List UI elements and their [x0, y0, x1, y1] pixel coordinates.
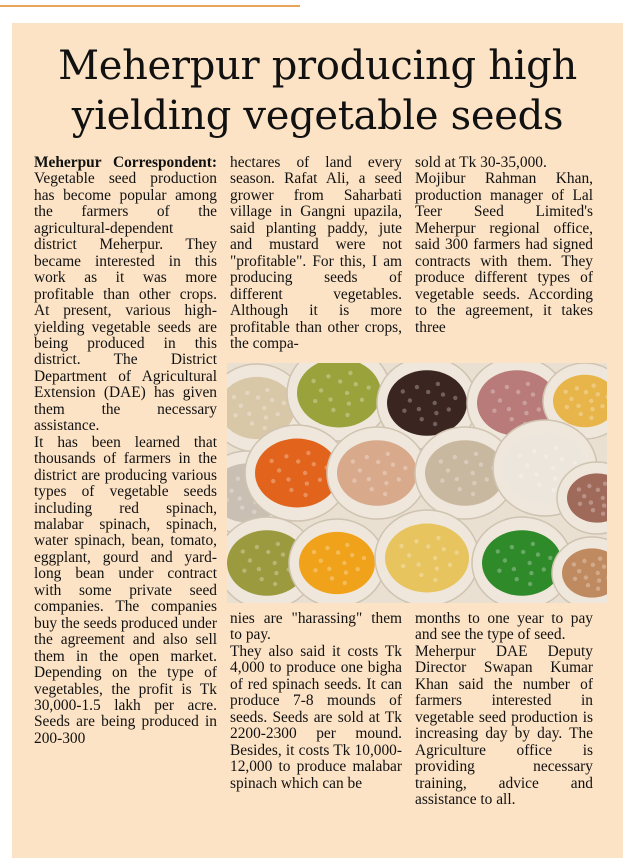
seed-speckle [591, 508, 595, 512]
column-2-paragraph: hectares of land every season. Rafat Ali, a seed grower from Saharbati village in Gangni upazila, said planting paddy, jute and mustard were not "profitable". For this, I am producing seeds of different vegetables. Although it is more profitable than other crops, the compa- [230, 154, 402, 352]
seed-speckle [528, 582, 532, 586]
seed-speckle [352, 479, 356, 483]
seed-speckle [397, 477, 401, 481]
seed-speckle [471, 471, 475, 475]
seed-speckle [537, 483, 541, 487]
seed-speckle [507, 407, 511, 411]
seed-speckle [531, 542, 535, 546]
column-1-paragraph-1 [34, 155, 217, 435]
seed-speckle [525, 463, 529, 467]
seed-speckle [584, 575, 588, 579]
seed-speckle [598, 557, 602, 561]
seed-speckle [286, 477, 290, 481]
seed-speckle [433, 422, 437, 426]
seed-speckle [521, 550, 525, 554]
seed-speckle [439, 459, 443, 463]
seed-sack [327, 427, 427, 519]
seed-speckle [241, 549, 245, 553]
seed-pile [482, 530, 562, 596]
seed-speckle [273, 582, 277, 586]
seed-speckle [383, 471, 387, 475]
seed-speckle [426, 390, 430, 394]
seed-speckle [282, 401, 286, 405]
seed-speckle [576, 404, 580, 408]
seed-speckle [464, 460, 468, 464]
seed-speckle [338, 379, 342, 383]
seed-speckle [569, 397, 573, 401]
seed-speckle [344, 570, 348, 574]
seed-speckle [312, 462, 316, 466]
seed-speckle [408, 398, 412, 402]
seed-speckle [551, 488, 555, 492]
seed-speckle [537, 407, 541, 411]
seed-speckle [433, 556, 437, 560]
seed-speckle [596, 392, 600, 396]
column-3-continued-paragraph-1: months to one year to pay and see the type of seed. [415, 610, 593, 644]
seed-speckle [367, 385, 371, 389]
seed-speckle [313, 399, 317, 403]
seed-speckle [276, 542, 280, 546]
seed-speckle [591, 563, 595, 567]
seed-speckle [577, 569, 581, 573]
seed-speckle [479, 462, 483, 466]
seed-sack [289, 519, 385, 603]
column-3-paragraph-2: Mojibur Rahman Khan, production manager of Lal Teer Seed Limited's Meherpur regional office, said 300 farmers had signed contracts with them. They produce different types of vegetable seeds. According to the agreement, it takes three [415, 170, 593, 336]
seed-speckle [542, 567, 546, 571]
seed-speckle [365, 455, 369, 459]
seed-speckle [419, 573, 423, 577]
seed-speckle [277, 468, 281, 472]
seed-speckle [328, 397, 332, 401]
seed-speckle [564, 390, 568, 394]
seed-speckle [399, 544, 403, 548]
seed-speckle [270, 398, 274, 402]
seed-speckle [440, 479, 444, 483]
seed-speckle [402, 409, 406, 413]
seed-speckle [474, 452, 478, 456]
seed-speckle [306, 451, 310, 455]
seed-speckle [433, 578, 437, 582]
seed-speckle [485, 477, 489, 481]
seed-speckle [403, 466, 407, 470]
seed-speckle [601, 496, 605, 500]
seed-speckle [515, 577, 519, 581]
seed-speckle [347, 401, 351, 405]
seed-speckle [433, 401, 437, 405]
seed-speckle [584, 390, 588, 394]
seed-speckle [370, 487, 374, 491]
seed-speckle [596, 571, 600, 575]
seed-speckle [446, 468, 450, 472]
seed-speckle [455, 477, 459, 481]
seed-speckle [582, 559, 586, 563]
seed-speckle [458, 487, 462, 491]
seed-sacks-illustration [227, 363, 607, 603]
column-3-continued-paragraph-2: Meherpur DAE Deputy Director Swapan Kumar Khan said the number of farmers interested in vegetable seed production is increasing day by day. The Agriculture office is providing necessary training, advice and assistance to all. [415, 642, 593, 808]
seed-speckle [435, 566, 439, 570]
column-3-paragraph-1: sold at Tk 30-35,000. [415, 154, 547, 171]
seed-speckle [264, 415, 268, 419]
seed-speckle [343, 581, 347, 585]
seed-speckle [472, 481, 476, 485]
column-2-continued-paragraph-2: They also said it costs Tk 4,000 to produce one bigha of red spinach seeds. It can produce 7-8 mounds of seeds. Seeds are sold at Tk 2200-2300 per mound. Besides, it costs Tk 10,000-12,000 to produce malabar spinach which can be [230, 642, 402, 792]
seed-speckle [271, 479, 275, 483]
seed-speckle [376, 460, 380, 464]
seed-speckle [312, 550, 316, 554]
seed-speckle [523, 401, 527, 405]
column-1-text-1: Vegetable seed production has become popular among the farmers of the agricultural-dependent district Meherpur. They became interested in this work as it was more profitable than other crops. At present, various high-yielding vegetable seeds are being produced in this district. The District Department of Agricultural Extension (DAE) has given them the necessary assistance. [34, 170, 217, 435]
seed-speckle [305, 481, 309, 485]
column-1-paragraph-2: It has been learned that thousands of farmers in the district are producing various types of vegetable seeds including red spinach, malabar spinach, spinach, water spinach, bean, tomato, eggplant, gourd and yard-long bean under contract with some private seed companies. The companies buy the seeds produced under the agreement and also sell them in the open market. Depending on the type of vegetables, the profit is Tk 30,000-1.5 lakh per acre. Seeds are being produced in 200-300 [34, 433, 217, 747]
seed-speckle [597, 578, 601, 582]
seed-speckle [348, 371, 352, 375]
seed-speckle [582, 494, 586, 498]
seed-speckle [289, 488, 293, 492]
seed-speckle [434, 411, 438, 415]
seed-speckle [586, 583, 590, 587]
seed-speckle [589, 399, 593, 403]
seed-speckle [260, 577, 264, 581]
seed-speckle [360, 398, 364, 402]
seed-speckle [517, 454, 521, 458]
seed-speckle [436, 536, 440, 540]
seed-speckle [600, 404, 604, 408]
seed-speckle [281, 552, 285, 556]
seed-speckle [401, 389, 405, 393]
seed-speckle [544, 454, 548, 458]
seed-pile [387, 370, 467, 436]
seed-speckle [250, 421, 254, 425]
seed-speckle [229, 489, 233, 493]
seed-speckle [274, 571, 278, 575]
seed-speckle [345, 413, 349, 417]
column-2-continued-paragraph-1: nies are "harassing" them to pay. [230, 610, 402, 644]
seed-speckle [273, 561, 277, 565]
seed-speckle [426, 544, 430, 548]
seed-speckle [442, 547, 446, 551]
byline: Meherpur Correspondent: [34, 154, 217, 171]
seed-speckle [262, 406, 266, 410]
seed-speckle [471, 492, 475, 496]
seed-speckle [492, 409, 496, 413]
seed-sacks-photo [227, 363, 607, 603]
seed-speckle [448, 563, 452, 567]
seed-speckle [266, 550, 270, 554]
seed-speckle [526, 382, 530, 386]
seed-speckle [239, 404, 243, 408]
seed-speckle [417, 407, 421, 411]
seed-speckle [512, 567, 516, 571]
seed-speckle [247, 412, 251, 416]
seed-speckle [252, 510, 256, 514]
seed-speckle [401, 564, 405, 568]
seed-speckle [233, 413, 237, 417]
seed-speckle [257, 567, 261, 571]
seed-speckle [330, 576, 334, 580]
seed-speckle [579, 412, 583, 416]
seed-speckle [336, 550, 340, 554]
seed-speckle [269, 459, 273, 463]
seed-speckle [407, 553, 411, 557]
seed-speckle [415, 385, 419, 389]
seed-speckle [575, 386, 579, 390]
seed-speckle [572, 562, 576, 566]
seed-speckle [242, 569, 246, 573]
seed-speckle [573, 577, 577, 581]
seed-speckle [573, 460, 577, 464]
seed-speckle [453, 455, 457, 459]
seed-speckle [551, 466, 555, 470]
seed-speckle [577, 487, 581, 491]
seed-pile [337, 440, 417, 506]
seed-speckle [528, 561, 532, 565]
seed-speckle [519, 474, 523, 478]
column-1 [34, 155, 217, 747]
seed-speckle [516, 390, 520, 394]
seed-speckle [303, 471, 307, 475]
seed-speckle [592, 384, 596, 388]
seed-speckle [350, 553, 354, 557]
seed-speckle [532, 449, 536, 453]
article-clipping [12, 23, 623, 858]
seed-speckle [491, 389, 495, 393]
seed-speckle [238, 496, 242, 500]
seed-speckle [578, 502, 582, 506]
seed-speckle [560, 457, 564, 461]
seed-speckle [327, 567, 331, 571]
seed-speckle [326, 374, 330, 378]
seed-speckle [386, 452, 390, 456]
seed-sack [375, 510, 479, 603]
seed-speckle [232, 395, 236, 399]
seed-speckle [602, 565, 606, 569]
column-3 [415, 155, 593, 336]
column-3-continued [415, 611, 593, 808]
seed-speckle [255, 545, 259, 549]
seed-speckle [331, 408, 335, 412]
seed-speckle [276, 412, 280, 416]
column-2 [230, 155, 402, 352]
seed-speckle [284, 454, 288, 458]
seed-speckle [496, 549, 500, 553]
seed-speckle [534, 472, 538, 476]
seed-speckle [318, 478, 322, 482]
seed-speckle [497, 569, 501, 573]
seed-speckle [345, 543, 349, 547]
seed-speckle [319, 388, 323, 392]
seed-speckle [503, 558, 507, 562]
seed-speckle [356, 567, 360, 571]
seed-speckle [441, 392, 445, 396]
seed-pile [299, 532, 375, 594]
seed-speckle [536, 552, 540, 556]
seed-speckle [345, 391, 349, 395]
seed-pile [385, 524, 469, 593]
seed-speckle [362, 556, 366, 560]
seed-speckle [367, 477, 371, 481]
top-rule [0, 0, 300, 7]
seed-speckle [447, 407, 451, 411]
seed-speckle [384, 481, 388, 485]
seed-speckle [313, 568, 317, 572]
headline: Meherpur producing high yielding vegetable seeds [58, 43, 577, 139]
seed-speckle [596, 488, 600, 492]
seed-speckle [510, 417, 514, 421]
seed-speckle [263, 426, 267, 430]
seed-speckle [529, 571, 533, 575]
seed-speckle [303, 493, 307, 497]
seed-speckle [505, 385, 509, 389]
seed-speckle [354, 382, 358, 386]
seed-speckle [383, 492, 387, 496]
seed-speckle [414, 539, 418, 543]
seed-speckle [548, 556, 552, 560]
seed-speckle [265, 388, 269, 392]
seed-speckle [325, 546, 329, 550]
seed-speckle [311, 379, 315, 383]
seed-speckle [553, 476, 557, 480]
seed-speckle [596, 587, 600, 591]
seed-speckle [601, 512, 605, 516]
seed-speckle [296, 459, 300, 463]
seed-speckle [391, 462, 395, 466]
seed-speckle [342, 561, 346, 565]
seed-speckle [554, 446, 558, 450]
seed-speckle [436, 382, 440, 386]
seed-speckle [602, 503, 606, 507]
seed-speckle [589, 500, 593, 504]
seed-speckle [420, 417, 424, 421]
seed-speckle [589, 416, 593, 420]
seed-speckle [358, 468, 362, 472]
seed-speckle [236, 477, 240, 481]
seed-speckle [587, 484, 591, 488]
seed-speckle [240, 505, 244, 509]
seed-speckle [590, 407, 594, 411]
seed-speckle [455, 550, 459, 554]
seed-speckle [248, 558, 252, 562]
column-2-continued [230, 611, 402, 792]
seed-speckle [256, 395, 260, 399]
seed-speckle [510, 545, 514, 549]
seed-speckle [351, 459, 355, 463]
seed-speckle [524, 411, 528, 415]
seed-speckle [498, 398, 502, 402]
seed-speckle [453, 396, 457, 400]
seed-speckle [416, 562, 420, 566]
seed-speckle [245, 391, 249, 395]
seed-speckle [531, 392, 535, 396]
seed-speckle [565, 405, 569, 409]
seed-speckle [319, 559, 323, 563]
